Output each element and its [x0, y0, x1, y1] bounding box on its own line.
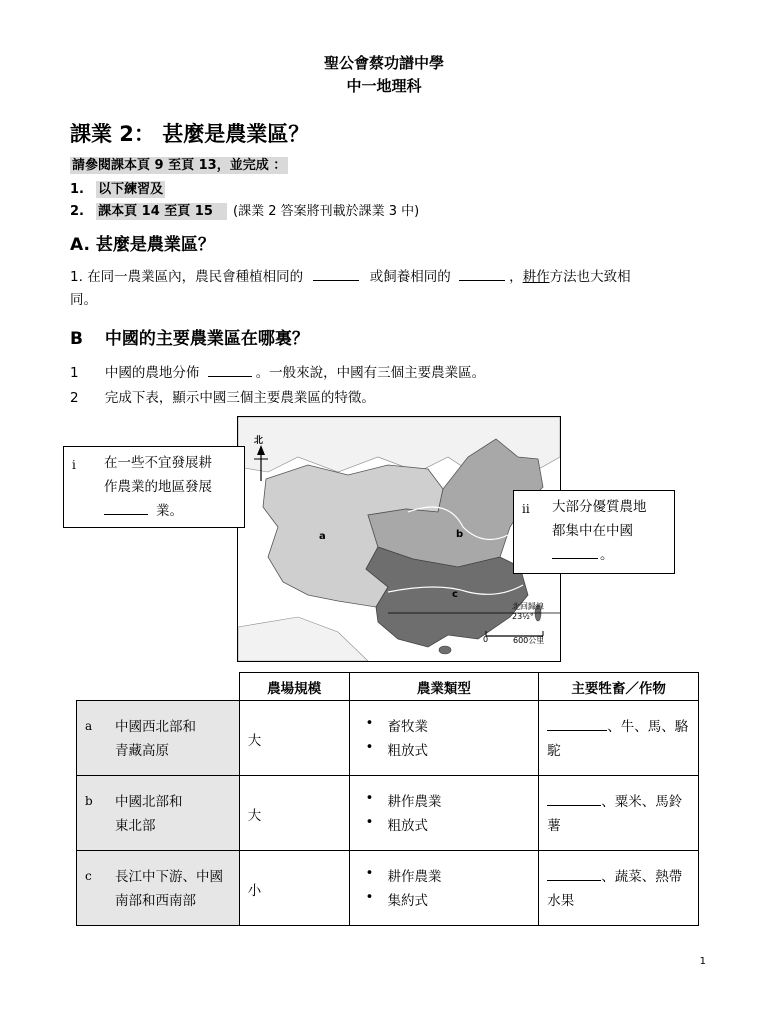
- answer-blank[interactable]: [552, 546, 598, 559]
- section-b-question-2: [70, 386, 375, 406]
- item-text: 課本頁 14 至頁 15: [96, 203, 227, 220]
- answer-blank[interactable]: [547, 793, 601, 806]
- callout-ii: [513, 490, 675, 574]
- region-name: 中國西北部和: [115, 719, 196, 735]
- hainan-shape: [439, 646, 451, 654]
- map-graphic: [238, 417, 560, 661]
- region-name: 東北部: [115, 818, 156, 834]
- bullet: •: [365, 865, 374, 881]
- crops-text: 、蔬菜、熱帶: [601, 869, 683, 885]
- scale-cell: [239, 701, 349, 776]
- callout-text: 。: [600, 547, 614, 563]
- region-id: a: [85, 719, 93, 733]
- q-text: 方法也大致相: [549, 269, 631, 285]
- callout-text: 都集中在中國: [552, 523, 633, 539]
- north-label: 北: [254, 436, 264, 446]
- table-header-empty: [77, 673, 240, 701]
- farm-type: 耕作農業: [387, 869, 442, 885]
- section-b-question-1: [70, 361, 485, 381]
- region-cell: [77, 851, 240, 926]
- crops-cell: [539, 851, 699, 926]
- item-number: 1.: [70, 182, 84, 197]
- region-name: 長江中下游、中國: [115, 869, 223, 885]
- answer-blank[interactable]: [547, 718, 607, 731]
- table-header-crops: 主要牲畜／作物: [539, 673, 699, 701]
- callout-text: 業。: [156, 503, 183, 519]
- farm-type: 耕作農業: [387, 794, 442, 810]
- q-text: 在同一農業區內，農民會種植相同的: [87, 269, 304, 285]
- answer-blank[interactable]: [547, 868, 601, 881]
- instruction-item-1: [70, 178, 165, 197]
- table-row: [77, 701, 699, 776]
- q-text: 完成下表，顯示中國三個主要農業區的特徵。: [104, 390, 375, 406]
- callout-number: i: [72, 458, 76, 472]
- answer-blank[interactable]: [459, 268, 505, 281]
- crops-text: 、粟米、馬鈴: [601, 794, 683, 810]
- bullet: •: [365, 790, 374, 806]
- crops-text: 水果: [547, 893, 575, 909]
- region-id: c: [85, 869, 92, 883]
- q-text: 同。: [70, 292, 97, 308]
- answer-blank[interactable]: [208, 364, 252, 377]
- table-row: [77, 776, 699, 851]
- bullet: •: [365, 889, 374, 905]
- item-text: 以下練習及: [98, 182, 164, 197]
- crops-text: 駝: [547, 743, 561, 759]
- map-label-b: b: [456, 529, 464, 540]
- section-a-question-1: [70, 266, 700, 312]
- item-number: 2.: [70, 204, 84, 219]
- type-cell: [349, 701, 539, 776]
- callout-text: 在一些不宜發展耕: [104, 455, 212, 471]
- section-a-heading: A. 甚麼是農業區？: [70, 235, 215, 255]
- type-cell: [349, 851, 539, 926]
- item-note: (課業 2 答案將刊載於課業 3 中): [233, 204, 420, 219]
- scale-zero: 0: [483, 635, 489, 644]
- scale-cell: [239, 776, 349, 851]
- crops-cell: [539, 701, 699, 776]
- instructions: [70, 154, 288, 173]
- table-row: [77, 851, 699, 926]
- region-name: 青藏高原: [115, 743, 169, 759]
- callout-i: [63, 446, 245, 528]
- page-number: 1: [699, 956, 706, 967]
- q-text: 。一般來說，中國有三個主要農業區。: [255, 365, 486, 381]
- q-text: ，: [509, 269, 523, 285]
- answer-blank[interactable]: [104, 502, 148, 515]
- callout-text: 大部分優質農地: [552, 499, 647, 515]
- farm-type: 畜牧業: [387, 719, 429, 735]
- type-cell: [349, 776, 539, 851]
- table-header-scale: 農場規模: [239, 673, 349, 701]
- table-header-row: [77, 673, 699, 701]
- q-text: 中國的農地分佈: [104, 365, 200, 381]
- agriculture-regions-table: [76, 672, 699, 926]
- farm-scale: 小: [247, 883, 262, 899]
- farm-method: 粗放式: [387, 743, 429, 759]
- farm-method: 粗放式: [387, 818, 429, 834]
- scale-end: 600公里: [513, 636, 545, 645]
- q-number: 2: [70, 390, 79, 406]
- region-cell: [77, 701, 240, 776]
- farm-method: 集約式: [387, 893, 429, 909]
- region-name: 南部和西南部: [115, 893, 196, 909]
- subject-name: 中一地理科: [346, 77, 422, 95]
- answer-blank[interactable]: [313, 268, 359, 281]
- instruction-item-2: [70, 200, 419, 219]
- bullet: •: [365, 715, 374, 731]
- crops-text: 薯: [547, 818, 561, 834]
- crops-text: 、牛、馬、駱: [607, 719, 689, 735]
- instructions-lead: 請參閱課本頁 9 至頁 13，並完成 ：: [72, 158, 287, 173]
- bullet: •: [365, 814, 374, 830]
- section-title: 中國的主要農業區在哪裏？: [104, 329, 309, 349]
- callout-number: ii: [522, 502, 530, 516]
- farm-scale: 大: [247, 733, 262, 749]
- page-title: 課業 2： 甚麼是農業區？: [70, 122, 310, 146]
- bullet: •: [365, 739, 374, 755]
- section-b-heading: [70, 324, 309, 349]
- map-label-a: a: [319, 531, 326, 542]
- q-number: 1.: [70, 269, 83, 285]
- q-number: 1: [70, 365, 79, 381]
- region-id: b: [85, 794, 93, 808]
- farm-scale: 大: [247, 808, 262, 824]
- region-cell: [77, 776, 240, 851]
- q-text-underlined: 耕作: [522, 269, 550, 285]
- q-text: 或飼養相同的: [369, 269, 451, 285]
- section-letter: B: [70, 329, 83, 349]
- tropic-label: 北回歸線 23½°: [512, 602, 544, 621]
- table-header-type: 農業類型: [349, 673, 539, 701]
- school-name: 聖公會蔡功譜中學: [323, 54, 444, 72]
- scale-cell: [239, 851, 349, 926]
- region-name: 中國北部和: [115, 794, 183, 810]
- crops-cell: [539, 776, 699, 851]
- callout-text: 作農業的地區發展: [104, 479, 212, 495]
- map-label-c: c: [452, 589, 458, 600]
